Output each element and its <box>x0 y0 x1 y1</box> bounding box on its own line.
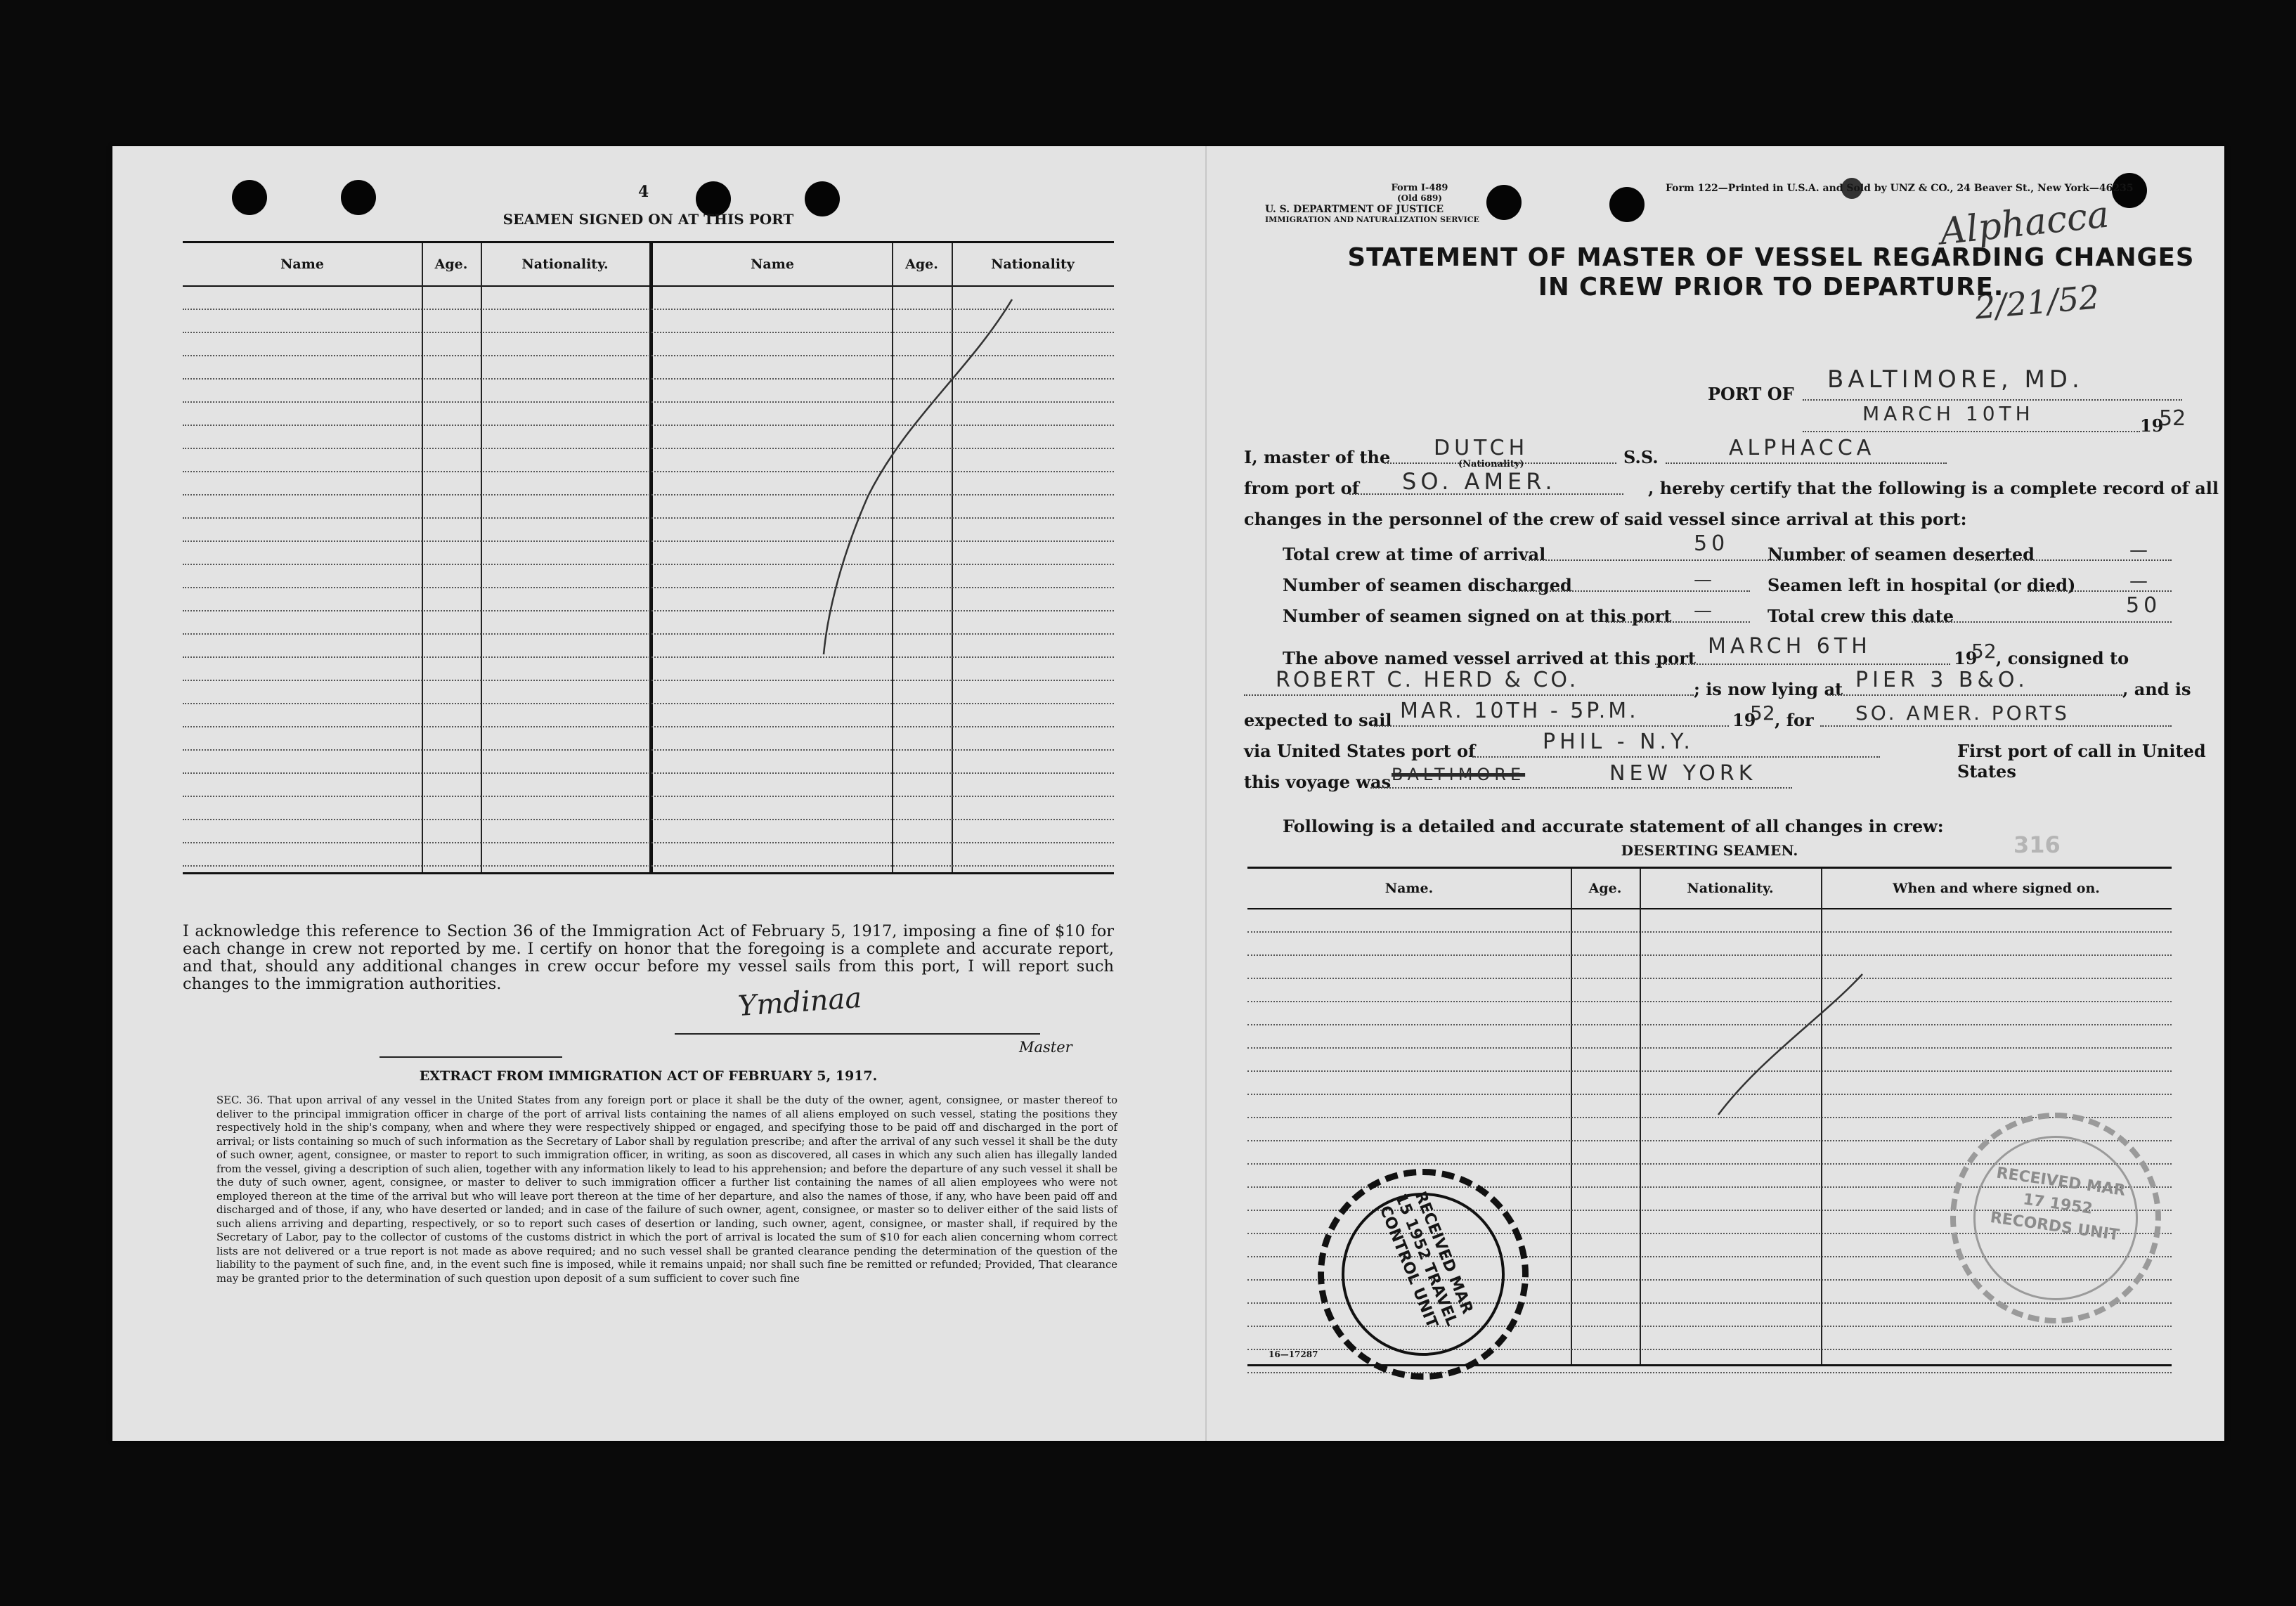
nationality-value: DUTCH <box>1434 436 1529 460</box>
column-header-signed-on: When and where signed on. <box>1893 881 2100 896</box>
arrived-year-prefix: 19 <box>1954 648 1978 668</box>
handwritten-date: 2/21/52 <box>1973 278 2101 327</box>
expected-year-prefix: 19 <box>1732 710 1756 730</box>
arrived-year: 52 <box>1971 640 1997 663</box>
ss-label: S.S. <box>1623 447 1659 467</box>
page-fold <box>1205 146 1207 1441</box>
punch-hole <box>232 180 267 215</box>
stat-value: — <box>2129 540 2152 561</box>
column-header-name: Name. <box>1384 881 1434 896</box>
signature-line <box>675 1033 1040 1035</box>
first-call-label: First port of call in United States <box>1957 741 2206 782</box>
arrived-label: The above named vessel arrived at this port <box>1283 648 1696 668</box>
column-header-age: Age. <box>1588 881 1622 896</box>
deserting-title: DESERTING SEAMEN. <box>1621 842 1798 859</box>
master-signature: Ymdinaa <box>737 981 863 1023</box>
punch-hole <box>341 180 376 215</box>
acknowledgment-text: I acknowledge this reference to Section 36 of the Immigration Act of February 5, 1917, imposing a fine of $10 for each change in crew not reported by me. I certify on honor that the foregoing is a complete and accurate report, and that, should any additional changes in crew occur before my vessel sails from this port, I will report such changes to the immigration authorities. <box>183 922 1114 993</box>
punch-hole <box>1609 187 1645 222</box>
old-form-number: (Old 689) <box>1397 193 1442 203</box>
travel-control-stamp-text: RECEIVED MAR 15 1952 TRAVEL CONTROL UNIT <box>1375 1189 1477 1331</box>
via-label: via United States port of <box>1244 741 1476 761</box>
port-label: PORT OF <box>1708 384 1794 404</box>
arrived-date: MARCH 6TH <box>1708 634 1872 659</box>
following-text: Following is a detailed and accurate statement of all changes in crew: <box>1283 816 1944 836</box>
year-value: 52 <box>2159 406 2186 431</box>
changes-text: changes in the personnel of the crew of said vessel since arrival at this port: <box>1244 509 1967 529</box>
year-prefix: 19 <box>2140 415 2164 436</box>
stat-label: Number of seamen signed on at this port <box>1283 606 1672 626</box>
nationality-caption: (Nationality) <box>1458 459 1524 470</box>
expected-label: expected to sail <box>1244 710 1392 730</box>
for-value: SO. AMER. PORTS <box>1855 701 2070 725</box>
for-label: , for <box>1775 710 1814 730</box>
footer-code: 16—17287 <box>1269 1349 1318 1359</box>
service-name: IMMIGRATION AND NATURALIZATION SERVICE <box>1265 215 1479 224</box>
and-is-label: , and is <box>2122 679 2191 699</box>
voyage-label: this voyage was <box>1244 772 1392 792</box>
port-value: BALTIMORE, MD. <box>1827 365 2084 394</box>
column-header-name-2: Name <box>751 257 794 272</box>
divider <box>380 1056 562 1058</box>
lying-value: PIER 3 B&O. <box>1855 668 2029 692</box>
master-of-label: I, master of the <box>1244 447 1391 467</box>
left-table-title: SEAMEN SIGNED ON AT THIS PORT <box>502 211 794 228</box>
lying-label: ; is now lying at <box>1694 679 1843 699</box>
column-header-name: Name <box>280 257 324 272</box>
voyage-struck-value: BALTIMORE <box>1392 765 1526 784</box>
stat-value: — <box>2129 571 2152 592</box>
column-header-age: Age. <box>434 257 468 272</box>
via-value: PHIL - N.Y. <box>1543 730 1694 754</box>
from-port-label: from port of <box>1244 478 1359 498</box>
form-title-line2: IN CREW PRIOR TO DEPARTURE. <box>1538 273 2004 302</box>
consignee-value: ROBERT C. HERD & CO. <box>1276 668 1579 692</box>
page-stamp-number: 316 <box>2013 831 2061 858</box>
travel-control-stamp <box>1318 1169 1529 1380</box>
department-name: U. S. DEPARTMENT OF JUSTICE <box>1265 204 1444 215</box>
stat-value: 50 <box>1694 531 1730 556</box>
consigned-label: , consigned to <box>1996 648 2129 668</box>
column-header-age-2: Age. <box>905 257 938 272</box>
column-header-nationality: Nationality. <box>521 257 609 272</box>
from-port-value: SO. AMER. <box>1402 468 1557 495</box>
records-unit-stamp-text: RECEIVED MAR 17 1952 RECORDS UNIT <box>1989 1164 2127 1245</box>
certify-text: , hereby certify that the following is a complete record of all <box>1648 478 2219 498</box>
voyage-value: NEW YORK <box>1609 761 1757 786</box>
extract-text: SEC. 36. That upon arrival of any vessel in the United States from any foreign port or place it shall be the duty of the owner, agent, consignee, or master thereof to deliver to the principal immigration officer in charge of the port of arrival lists containing the names of all aliens employed on such vessel, stating the positions they respectively hold in the ship's company, when and where they were respectively shipped or engaged, and specifying those to be paid off and discharged in the port of arrival; or lists containing so much of such information as the Secretary of Labor shall by regulation prescribe; and after the arrival of any such vessel it shall be the duty of such owner, agent, consignee, or master to report to such immigration officer, in writing, as soon as discovered, all cases in which any such alien has illegally landed from the vessel, giving a description of such alien, together with any information likely to lead to his apprehension; and before the departure of any such vessel it shall be the duty of such owner, agent, consignee, or master to deliver to such immigration officer a further list containing the names of all alien employees who were not employed thereon at the time of the arrival but who will leave port thereon at the time of her departure, and also the names of those, if any, who have been paid off and discharged and of those, if any, who have deserted or landed; and in case of the failure of such owner, agent, consignee, or master so to deliver either of the said lists of such aliens arriving and departing, respectively, or so to report such cases of desertion or landing, such owner, agent, consignee, or master shall, if required by the Secretary of Labor, pay to the collector of customs of the customs district in which the port of arrival is located the sum of $10 for each alien concerning whom correct lists are not delivered or a true report is not made as above required; and no such vessel shall be granted clearance pending the determination of the question of the liability to the payment of such fine, and, in the event such fine is imposed, while it remains unpaid; nor shall such fine be remitted or refunded; Provided, That clearance may be granted prior to the determination of such question upon deposit of a sum sufficient to cover such fine <box>216 1094 1117 1285</box>
printer-note: Form 122—Printed in U.S.A. and Sold by UNZ & CO., 24 Beaver St., New York—46235 <box>1666 183 2134 194</box>
report-date: MARCH 10TH <box>1862 402 2035 425</box>
stat-label: Number of seamen discharged <box>1283 575 1572 595</box>
stat-value: 50 <box>2126 593 2162 618</box>
column-header-nationality: Nationality. <box>1687 881 1774 896</box>
column-header-nationality-2: Nationality <box>991 257 1075 272</box>
extract-title: EXTRACT FROM IMMIGRATION ACT OF FEBRUARY 5, 1917. <box>419 1068 878 1084</box>
seamen-signed-on-table <box>183 241 1114 874</box>
stat-label: Total crew this date <box>1768 606 1954 626</box>
vessel-name: ALPHACCA <box>1729 436 1876 460</box>
handwritten-vessel-name: Alphacca <box>1938 193 2111 254</box>
stat-value: — <box>1694 600 1716 621</box>
master-label: Master <box>1019 1039 1072 1056</box>
expected-value: MAR. 10TH - 5P.M. <box>1400 699 1639 723</box>
form-title-line1: STATEMENT OF MASTER OF VESSEL REGARDING CHANGES <box>1347 243 2195 272</box>
form-number: Form I-489 <box>1391 183 1448 193</box>
expected-year: 52 <box>1750 701 1775 725</box>
stat-label: Total crew at time of arrival <box>1283 544 1546 564</box>
stat-label: Number of seamen deserted <box>1768 544 2035 564</box>
page-number: 4 <box>638 183 649 201</box>
stat-label: Seamen left in hospital (or died) <box>1768 575 2076 595</box>
stat-value: — <box>1694 569 1716 590</box>
records-unit-stamp <box>1950 1113 2161 1323</box>
void-pen-stroke <box>183 243 1114 872</box>
document-sheet <box>112 146 2224 1441</box>
